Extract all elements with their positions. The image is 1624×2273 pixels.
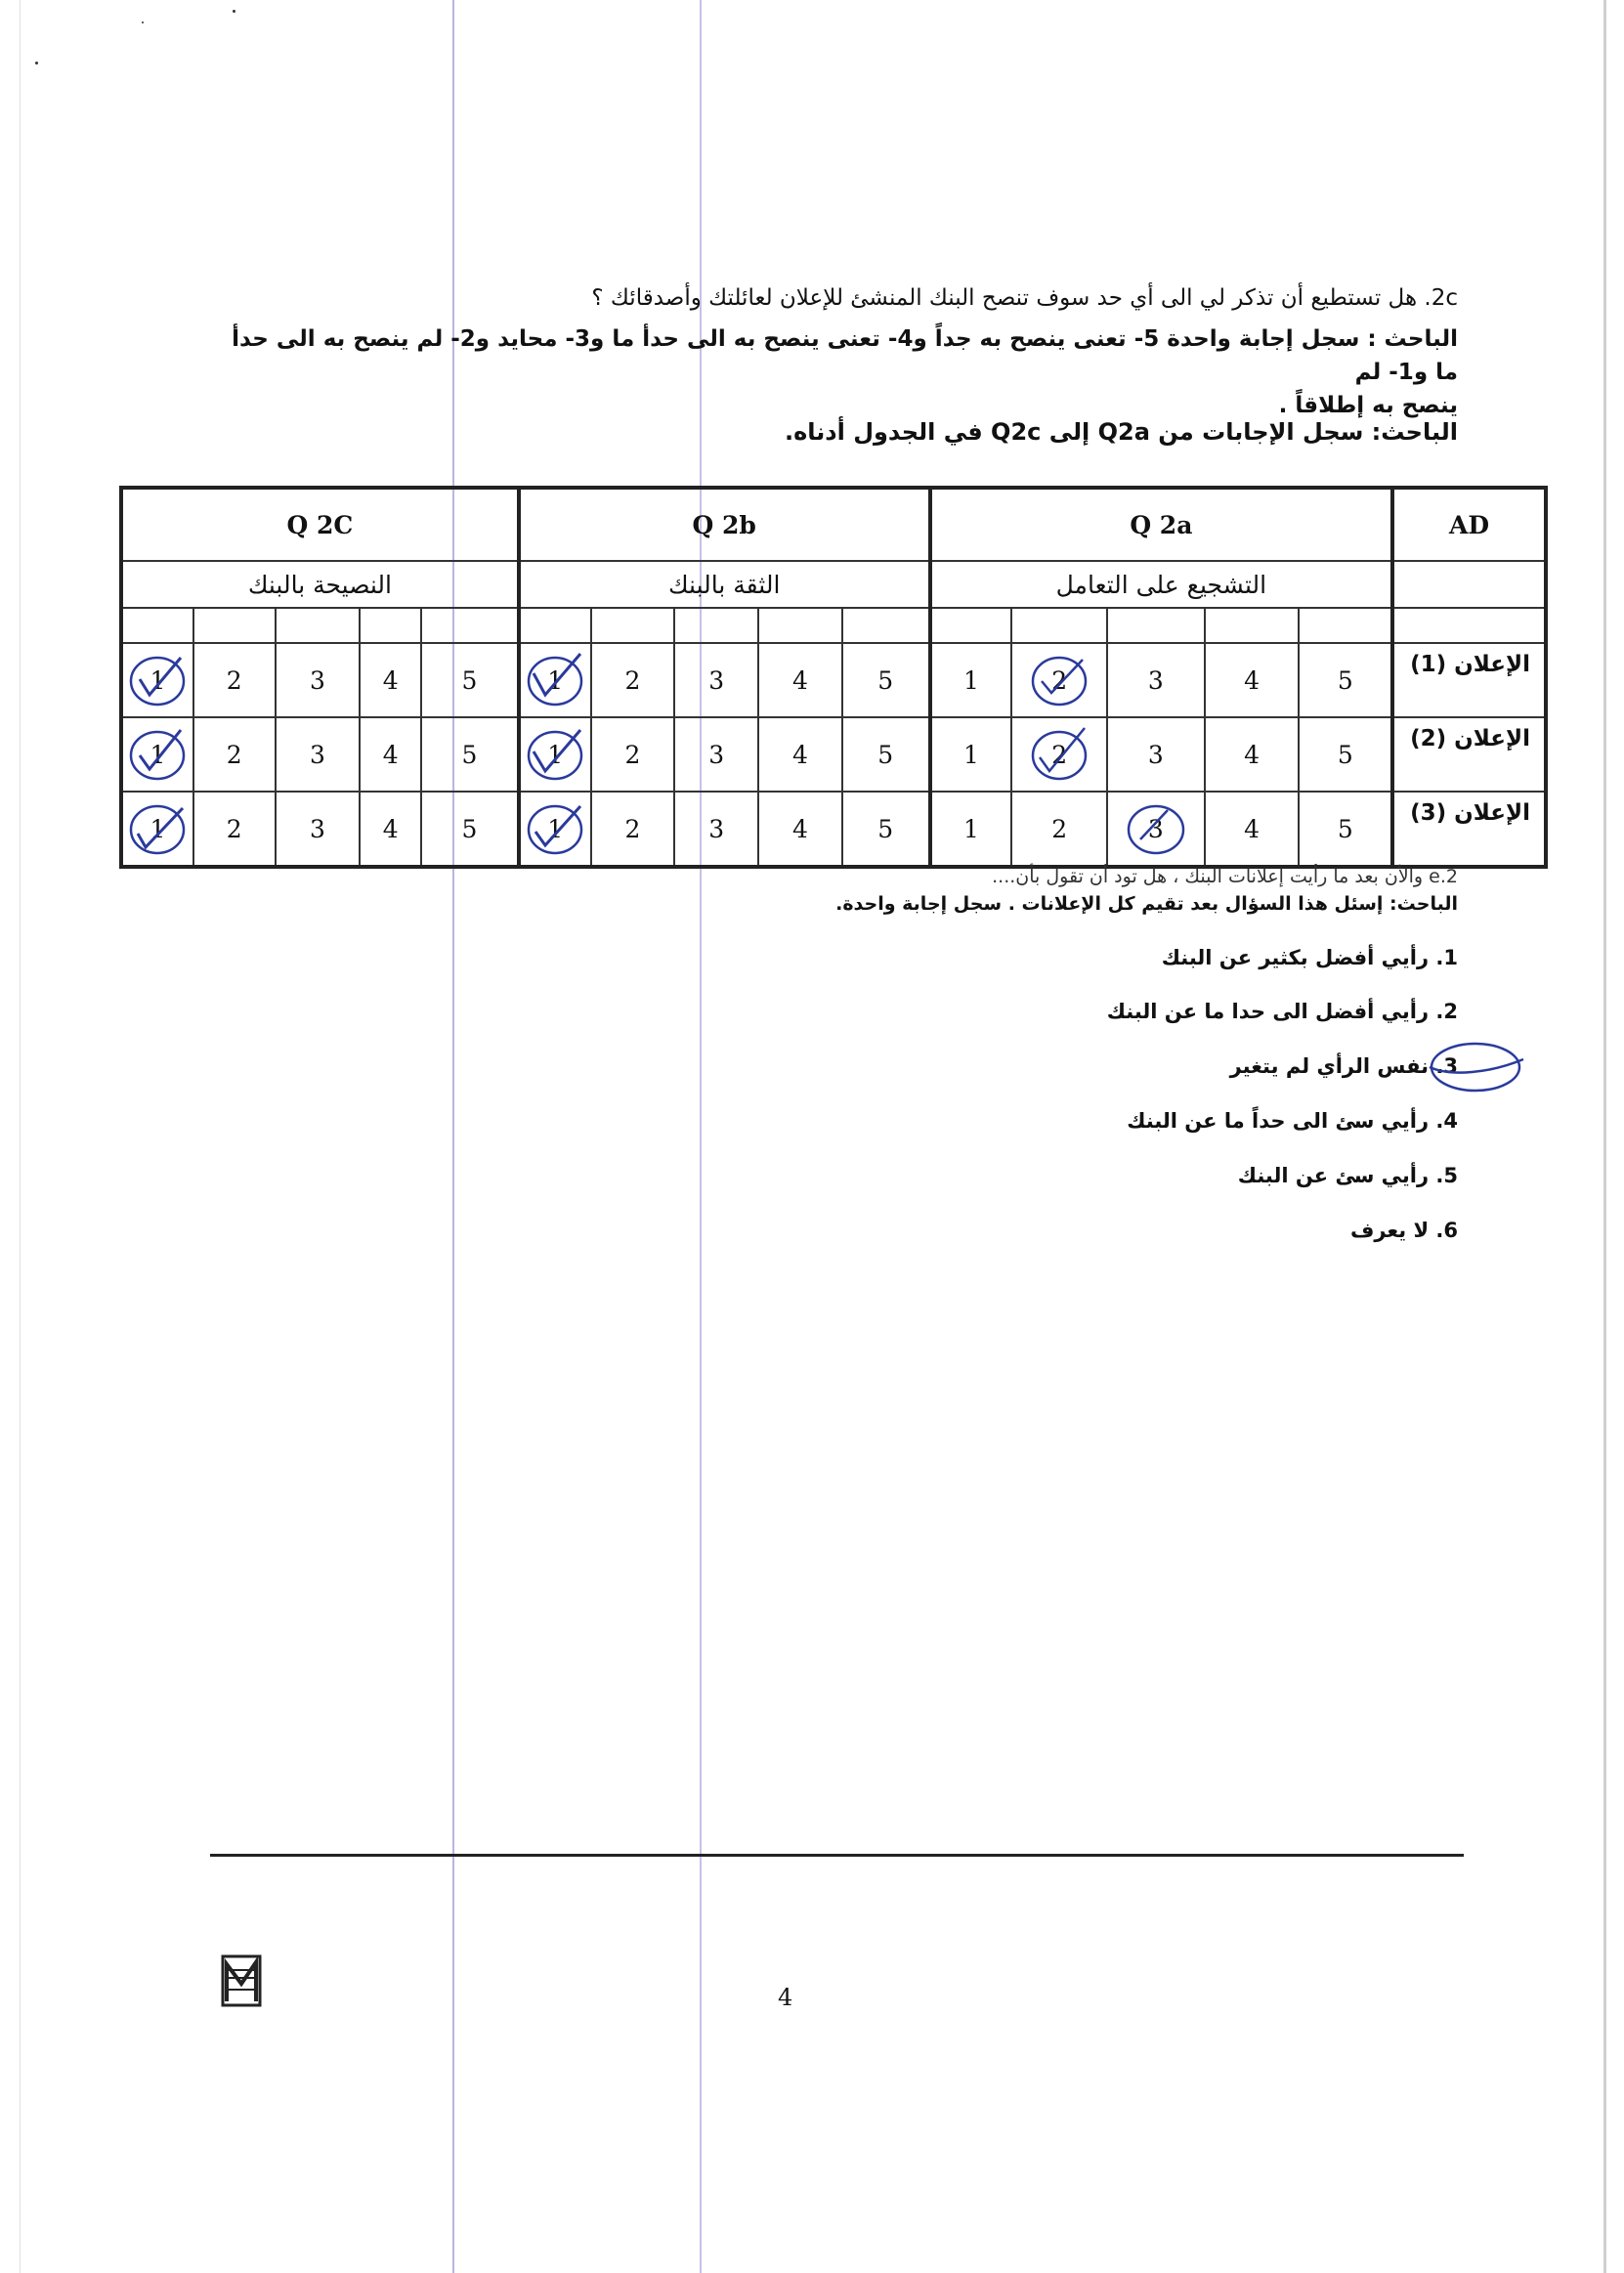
ad-row-label: الإعلان (2) — [1392, 717, 1546, 792]
scale-value: 4 — [1244, 814, 1261, 843]
q2b-option-5[interactable] — [842, 792, 930, 867]
question-2e-instruction: الباحث: إسئل هذا السؤال بعد تقيم كل الإعلانات . سجل إجابة واحدة. — [835, 893, 1458, 915]
selected-option-circle-mark — [1422, 1038, 1529, 1096]
scale-value: 3 — [708, 740, 725, 769]
q2c-option-2[interactable] — [193, 717, 276, 792]
q2a-option-1[interactable] — [930, 717, 1012, 792]
ad-subheader-blank — [1392, 561, 1546, 608]
blank-cell — [591, 608, 675, 643]
group-label-q2b: الثقة بالبنك — [519, 561, 930, 608]
scale-value: 2 — [1051, 665, 1068, 695]
scale-value: 4 — [1244, 740, 1261, 769]
scale-value: 1 — [547, 814, 564, 843]
scale-value: 5 — [1337, 665, 1353, 695]
blank-cell — [1392, 608, 1546, 643]
blank-cell — [121, 608, 193, 643]
q2c-option-5[interactable] — [421, 643, 519, 717]
scan-speck — [142, 21, 144, 23]
scale-value: 3 — [708, 665, 725, 695]
scale-value: 1 — [150, 814, 166, 843]
company-logo-icon — [221, 1954, 262, 2007]
scale-value: 3 — [309, 814, 325, 843]
blank-cell — [674, 608, 758, 643]
q2a-option-2[interactable] — [1011, 717, 1107, 792]
scale-value: 3 — [309, 665, 325, 695]
q2a-option-1[interactable] — [930, 792, 1012, 867]
q2c-option-2[interactable] — [193, 643, 276, 717]
group-label-q2a: التشجيع على التعامل — [930, 561, 1393, 608]
interviewer-instruction — [227, 322, 1458, 422]
blank-cell — [1299, 608, 1392, 643]
group-header-q2b: Q 2b — [519, 488, 930, 561]
q2a-option-5[interactable] — [1299, 792, 1392, 867]
option-2[interactable]: 2. رأيي أفضل الى حدا ما عن البنك — [1106, 1000, 1458, 1023]
q2b-option-1[interactable] — [519, 717, 591, 792]
footer-rule — [210, 1854, 1464, 1857]
group-label-q2c: النصيحة بالبنك — [121, 561, 519, 608]
blank-cell — [360, 608, 421, 643]
scale-value: 1 — [150, 740, 166, 769]
scale-value: 2 — [226, 740, 242, 769]
ad-row-label: الإعلان (3) — [1392, 792, 1546, 867]
q2b-option-5[interactable] — [842, 643, 930, 717]
blank-cell — [1205, 608, 1300, 643]
q2a-option-1[interactable] — [930, 643, 1012, 717]
scale-value: 5 — [461, 665, 478, 695]
q2a-option-4[interactable] — [1205, 643, 1300, 717]
scale-value: 3 — [1147, 740, 1164, 769]
q2c-option-4[interactable] — [360, 717, 421, 792]
q2c-option-2[interactable] — [193, 792, 276, 867]
scale-value: 2 — [624, 814, 641, 843]
scale-value: 5 — [877, 814, 894, 843]
q2b-option-4[interactable] — [758, 643, 842, 717]
q2b-option-2[interactable] — [591, 717, 675, 792]
scale-value: 4 — [792, 740, 808, 769]
blank-cell — [842, 608, 930, 643]
scale-value: 5 — [1337, 814, 1353, 843]
scale-value: 1 — [963, 665, 979, 695]
q2c-option-4[interactable] — [360, 792, 421, 867]
page-edge — [20, 0, 21, 2273]
scale-value: 4 — [792, 814, 808, 843]
q2a-option-4[interactable] — [1205, 717, 1300, 792]
q2c-option-5[interactable] — [421, 717, 519, 792]
scale-value: 5 — [877, 665, 894, 695]
scale-value: 4 — [1244, 665, 1261, 695]
option-3[interactable]: 3. نفس الرأي لم يتغير — [1229, 1054, 1458, 1078]
scale-value: 5 — [1337, 740, 1353, 769]
q2b-option-5[interactable] — [842, 717, 930, 792]
scale-value: 5 — [461, 814, 478, 843]
table-row — [121, 792, 1546, 867]
scale-value: 1 — [963, 814, 979, 843]
blank-cell — [758, 608, 842, 643]
scale-value: 3 — [708, 814, 725, 843]
option-5[interactable]: 5. رأيي سئ عن البنك — [1237, 1164, 1458, 1187]
q2a-option-5[interactable] — [1299, 643, 1392, 717]
q2b-option-2[interactable] — [591, 792, 675, 867]
page-number: 4 — [778, 1984, 793, 2011]
scan-speck — [35, 62, 38, 64]
q2a-option-2[interactable] — [1011, 792, 1107, 867]
scale-value: 5 — [877, 740, 894, 769]
scale-value: 4 — [792, 665, 808, 695]
q2b-option-3[interactable] — [674, 717, 758, 792]
instruction-line: الباحث : سجل إجابة واحدة 5- تعنى ينصح به جداً و4- تعنى ينصح به الى حدأ ما و3- محايد و2- لم ينصح به الى حدأ ما و1- لم — [232, 326, 1458, 385]
q2a-option-2[interactable] — [1011, 643, 1107, 717]
q2b-option-1[interactable] — [519, 792, 591, 867]
q2a-option-4[interactable] — [1205, 792, 1300, 867]
q2c-option-1[interactable] — [121, 792, 193, 867]
q2c-option-1[interactable] — [121, 643, 193, 717]
record-instruction: الباحث: سجل الإجابات من Q2a إلى Q2c في الجدول أدناه. — [784, 418, 1458, 446]
option-1[interactable]: 1. رأيي أفضل بكثير عن البنك — [1161, 946, 1458, 969]
rating-table — [119, 486, 1548, 869]
scale-value: 4 — [382, 814, 399, 843]
blank-cell — [1107, 608, 1205, 643]
q2c-option-5[interactable] — [421, 792, 519, 867]
q2c-option-4[interactable] — [360, 643, 421, 717]
option-6[interactable]: 6. لا يعرف — [1349, 1219, 1458, 1242]
question-2e: 2.e والأن بعد ما رأيت إعلانات البنك ، هل تود أن تقول بأن.... — [992, 866, 1458, 887]
scan-speck — [233, 10, 235, 13]
scale-value: 2 — [624, 665, 641, 695]
q2a-option-3[interactable] — [1107, 643, 1205, 717]
blank-cell — [930, 608, 1012, 643]
scale-value: 1 — [150, 665, 166, 695]
instruction-line: ينصح به إطلاقاً . — [1278, 393, 1458, 418]
q2c-option-3[interactable] — [276, 717, 361, 792]
q2b-option-4[interactable] — [758, 792, 842, 867]
scale-value: 3 — [1147, 814, 1164, 843]
scale-value: 2 — [624, 740, 641, 769]
page-edge — [1603, 0, 1606, 2273]
q2a-option-5[interactable] — [1299, 717, 1392, 792]
q2a-option-3[interactable] — [1107, 717, 1205, 792]
scale-value: 4 — [382, 740, 399, 769]
table-row — [121, 717, 1546, 792]
option-4[interactable]: 4. رأيي سئ الى حداً ما عن البنك — [1127, 1109, 1458, 1133]
q2c-option-3[interactable] — [276, 643, 361, 717]
blank-cell — [421, 608, 519, 643]
scale-value: 2 — [1051, 740, 1068, 769]
q2c-option-1[interactable] — [121, 717, 193, 792]
scale-value: 3 — [309, 740, 325, 769]
q2c-option-3[interactable] — [276, 792, 361, 867]
q2b-option-3[interactable] — [674, 792, 758, 867]
group-header-q2a: Q 2a — [930, 488, 1393, 561]
blank-cell — [193, 608, 276, 643]
ad-row-label: الإعلان (1) — [1392, 643, 1546, 717]
q2b-option-4[interactable] — [758, 717, 842, 792]
blank-cell — [1011, 608, 1107, 643]
blank-cell — [519, 608, 591, 643]
question-2c: 2c. هل تستطيع أن تذكر لي الى أي حد سوف تنصح البنك المنشئ للإعلان لعائلتك وأصدقائك ؟ — [591, 285, 1458, 311]
scale-value: 4 — [382, 665, 399, 695]
blank-cell — [276, 608, 361, 643]
scale-value: 1 — [963, 740, 979, 769]
scale-value: 2 — [1051, 814, 1068, 843]
table-row — [121, 643, 1546, 717]
q2b-option-1[interactable] — [519, 643, 591, 717]
ad-header: AD — [1392, 488, 1546, 561]
scale-value: 3 — [1147, 665, 1164, 695]
scale-value: 2 — [226, 665, 242, 695]
group-header-q2c: Q 2C — [121, 488, 519, 561]
q2b-option-2[interactable] — [591, 643, 675, 717]
scale-value: 5 — [461, 740, 478, 769]
scale-value: 1 — [547, 665, 564, 695]
scale-value: 2 — [226, 814, 242, 843]
scale-value: 1 — [547, 740, 564, 769]
q2a-option-3[interactable] — [1107, 792, 1205, 867]
q2b-option-3[interactable] — [674, 643, 758, 717]
